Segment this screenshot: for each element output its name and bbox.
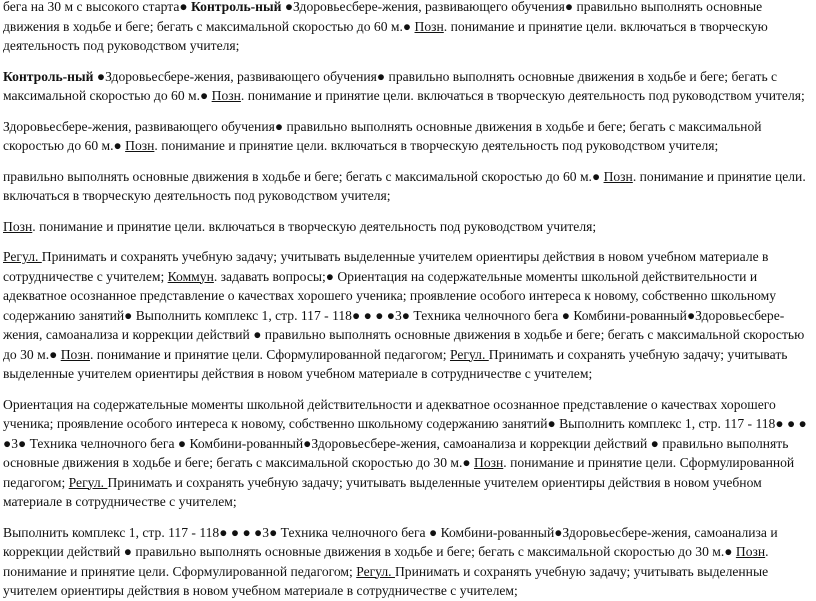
paragraph-2 (3, 67, 810, 106)
text-run: . понимание и принятие цели. включаться в творческую деятельность под руководством учителя; (3, 168, 806, 203)
text-run: Принимать и сохранять учебную задачу; учитывать выделенные учителем ориентиры действия в новом учебном материале в сотрудничестве с учителем; (3, 474, 762, 509)
text-run: Принимать и сохранять учебную задачу; учитывать выделенные учителем ориентиры действия в новом учебном материале в сотрудничестве с учителем; (3, 249, 769, 284)
bold-term: Контроль-ный (190, 0, 285, 14)
underlined-term: Позн (60, 346, 90, 362)
text-run: . задавать вопросы;● Ориентация на содержательные моменты школьной действительности и адекватное осознанное представление о качествах хорошего ученика; проявление особого интереса к новому, собственно школьному содержанию занятий● Выполнить комплекс 1, стр. 117 - 118● ● ● ●3● Техника челночного бега ● Комбини-рованный●Здоровьесбере-жения, самоанализа и коррекции действий ● правильно выполнять основные движения в ходьбе и беге; бегать с максимальной скоростью до 30 м.● (3, 268, 805, 362)
underlined-term: Регул. (68, 474, 108, 490)
text-run: Принимать и сохранять учебную задачу; учитывать выделенные учителем ориентиры действия в новом учебном материале в сотрудничестве с учителем; (3, 563, 769, 598)
text-run: ●Здоровьесбере-жения, развивающего обучения● правильно выполнять основные движения в ходьбе и беге; бегать с максимальной скоростью до 60 м.● (3, 68, 778, 103)
text-run: . понимание и принятие цели. Сформулированной педагогом; (3, 544, 769, 579)
paragraph-8 (3, 523, 810, 601)
paragraph-5 (3, 217, 810, 237)
underlined-term: Позн (414, 18, 444, 34)
text-run: . понимание и принятие цели. включаться в творческую деятельность под руководством учителя; (154, 138, 719, 153)
text-run: Ориентация на содержательные моменты школьной действительности и адекватное осознанное представление о качествах хорошего ученика; проявление особого интереса к новому, собственно школьному содержанию занятий● Выполнить комплекс 1, стр. 117 - 118● ● ● ●3● Техника челночного бега ● Комбини-рованный●Здоровьесбере-жения, самоанализа и коррекции действий ● правильно выполнять основные движения в ходьбе и беге; бегать с максимальной скоростью до 30 м.● (3, 396, 807, 470)
paragraph-6 (3, 247, 810, 384)
paragraph-4 (3, 167, 810, 206)
text-run: . понимание и принятие цели. Сформулированной педагогом; (89, 346, 450, 362)
text-run: Выполнить комплекс 1, стр. 117 - 118● ● ● ●3● Техника челночного бега ● Комбини-рованный●Здоровьесбере-жения, самоанализа и коррекции действий ● правильно выполнять основные движения в ходьбе и беге; бегать с максимальной скоростью до 30 м.● (3, 524, 778, 559)
underlined-term: Коммун (167, 268, 214, 284)
text-run: ●Здоровьесбере-жения, развивающего обучения● правильно выполнять основные движения в ходьбе и беге; бегать с максимальной скоростью до 60 м.● (3, 0, 763, 34)
underlined-term: Регул. (449, 346, 489, 362)
bold-term: Контроль-ный (3, 68, 97, 84)
underlined-term: Позн (735, 544, 766, 559)
underlined-term: Позн (125, 138, 155, 153)
underlined-term: Позн (603, 168, 633, 184)
text-run: правильно выполнять основные движения в ходьбе и беге; бегать с максимальной скоростью до 60 м.● (3, 168, 604, 184)
text-run: . понимание и принятие цели. Сформулированной педагогом; (3, 455, 795, 490)
text-run: Здоровьесбере-жения, развивающего обучения● правильно выполнять основные движения в ходьбе и беге; бегать с максимальной скоростью до 60 м.● (3, 118, 762, 153)
underlined-term: Позн (474, 455, 504, 470)
text-run: . понимание и принятие цели. включаться в творческую деятельность под руководством учителя; (240, 88, 805, 103)
text-run: . понимание и принятие цели. включаться в творческую деятельность под руководством учителя; (3, 18, 768, 53)
paragraph-7 (3, 395, 810, 512)
underlined-term: Регул. (356, 563, 395, 579)
text-run: бега на 30 м с высокого старта● (3, 0, 191, 14)
underlined-term: Регул. (3, 249, 42, 264)
text-run: Принимать и сохранять учебную задачу; учитывать выделенные учителем ориентиры действия в новом учебном материале в сотрудничестве с учителем; (3, 346, 788, 381)
underlined-term: Позн (211, 88, 241, 103)
paragraph-3 (3, 117, 810, 156)
underlined-term: Позн (3, 218, 33, 234)
text-run: . понимание и принятие цели. включаться в творческую деятельность под руководством учителя; (32, 218, 597, 234)
paragraph-1 (3, 0, 810, 56)
